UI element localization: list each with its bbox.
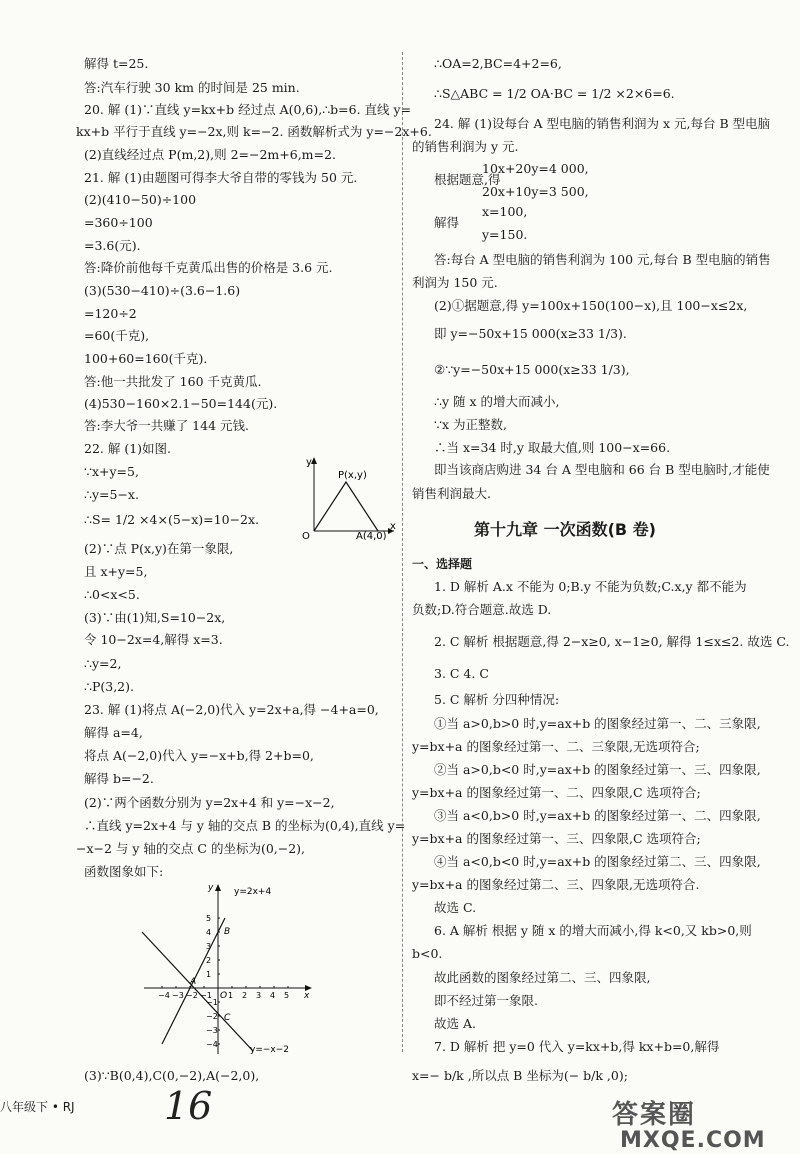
watermark-url: MXQE.COM [620,1128,766,1153]
text-line: y=150. [482,227,528,242]
text-line: ①当 a>0,b>0 时,y=ax+b 的图象经过第一、二、三象限, [434,716,761,731]
text-line: 故此函数的图象经过第二、三、四象限, [434,970,651,985]
text-line: y=bx+a 的图象经过第一、二、三象限,无选项符合; [412,739,700,754]
text-line: ∴当 x=34 时,y 取最大值,则 100−x=66. [434,440,671,455]
text-line: 解得 b=−2. [84,771,154,786]
text-line: ∴S△ABC = 1/2 OA·BC = 1/2 ×2×6=6. [434,86,675,101]
text-line: x=100, [482,204,528,219]
text-line: 解得 a=4, [84,725,143,740]
text-line: (2)直线经过点 P(m,2),则 2=−2m+6,m=2. [84,147,336,162]
text-line: (3)∵由(1)知,S=10−2x, [84,610,226,625]
text-line: 即当该商店购进 34 台 A 型电脑和 66 台 B 型电脑时,才能使 [434,462,770,477]
point-p-label: P(x,y) [338,470,367,481]
y-axis-label: y [306,457,312,468]
text-line: 22. 解 (1)如图. [84,441,172,456]
y-tick-label: 5 [206,914,212,923]
text-line: 答:他一共批发了 160 千克黄瓜. [84,374,262,389]
point-a-label: A [190,977,197,987]
origin-label: O [220,991,228,1001]
text-line: ∴S= 1/2 ×4×(5−x)=10−2x. [84,512,260,527]
x-tick-label: 1 [228,991,234,1000]
grade-label: 八年级下 • RJ [0,1100,75,1114]
text-line: 20x+10y=3 500, [482,184,589,199]
text-line: x=− b/k ,所以点 B 坐标为(− b/k ,0); [412,1068,628,1083]
text-line: 答:每台 A 型电脑的销售利润为 100 元,每台 B 型电脑的销售 [434,252,771,267]
text-line: ④当 a<0,b<0 时,y=ax+b 的图象经过第二、三、四象限, [434,854,761,869]
y-axis-label: y [208,883,214,893]
text-line: ∴OA=2,BC=4+2=6, [434,56,562,71]
watermark-text: 答案圈 [612,1100,697,1130]
text-line: 即 y=−50x+15 000(x≥33 1/3). [434,326,627,341]
text-line: y=bx+a 的图象经过第一、二、四象限,C 选项符合; [412,785,701,800]
text-line: kx+b 平行于直线 y=−2x,则 k=−2. 函数解析式为 y=−2x+6. [76,124,432,139]
y-tick-label: 3 [206,942,212,951]
y-tick-label: 1 [206,970,212,979]
x-tick-label: 2 [242,991,248,1000]
origin-label: O [302,531,310,540]
line1-label: y=2x+4 [234,887,272,897]
x-tick-label: −1 [200,991,212,1000]
y-tick-label: −4 [206,1040,218,1049]
x-tick-label: 3 [256,991,262,1000]
text-line: b<0. [412,946,443,961]
y-tick-label: 2 [206,956,212,965]
text-line: 5. C 解析 分四种情况: [434,692,560,707]
text-line: =120÷2 [84,306,137,321]
text-line: (3)∵B(0,4),C(0,−2),A(−2,0), [84,1068,260,1083]
text-line: 利润为 150 元. [412,275,498,290]
x-tick-label: 4 [270,991,276,1000]
text-line: 将点 A(−2,0)代入 y=−x+b,得 2+b=0, [84,748,314,763]
text-line: ∴0<x<5. [84,587,140,602]
text-line: ③当 a<0,b>0 时,y=ax+b 的图象经过第一、二、四象限, [434,808,761,823]
text-line: 函数图象如下: [84,864,164,879]
text-line: −x−2 与 y 轴的交点 C 的坐标为(0,−2), [76,841,306,856]
y-tick-label: −2 [206,1012,218,1021]
text-line: 根据题意,得 [434,172,501,187]
y-tick-label: 4 [206,928,212,937]
watermark-logo [612,1094,766,1153]
text-line: 销售利润最大. [412,486,491,501]
text-line: y=bx+a 的图象经过第一、三、四象限,C 选项符合; [412,831,701,846]
text-line: 故选 A. [434,1016,476,1031]
text-line: =3.6(元). [84,238,141,253]
y-tick-label: −3 [206,1026,218,1035]
y-tick-label: −1 [206,998,218,1007]
text-line: ②∵y=−50x+15 000(x≥33 1/3), [434,362,630,377]
text-line: ∴直线 y=2x+4 与 y 轴的交点 B 的坐标为(0,4),直线 y= [84,818,406,833]
text-line: 令 10−2x=4,解得 x=3. [84,632,223,647]
text-line: 故选 C. [434,900,477,915]
text-line: ∵x 为正整数, [434,417,507,432]
text-line: ∴y=2, [84,656,122,671]
text-line: ∴y=5−x. [84,487,139,502]
column-divider [402,52,403,1052]
text-line: 1. D 解析 A.x 不能为 0;B.y 不能为负数;C.x,y 都不能为 [434,579,747,594]
text-line: 10x+20y=4 000, [482,161,589,176]
x-tick-label: −2 [186,991,198,1000]
text-line: y=bx+a 的图象经过第二、三、四象限,无选项符合. [412,877,700,892]
x-axis-label: x [390,521,396,532]
text-line: 2. C 解析 根据题意,得 2−x≥0, x−1≥0, 解得 1≤x≤2. 故选 C. [434,634,790,649]
figure-triangle-graph [290,455,400,540]
x-tick-label: −4 [158,991,170,1000]
text-line: 6. A 解析 根据 y 随 x 的增大而减小,得 k<0,又 kb>0,则 [434,923,752,938]
text-line: =360÷100 [84,215,153,230]
text-line: 的销售利润为 y 元. [412,139,519,154]
text-line: 负数;D.符合题意.故选 D. [412,602,552,617]
text-line: 24. 解 (1)设每台 A 型电脑的销售利润为 x 元,每台 B 型电脑 [434,116,771,131]
text-line: ∴y 随 x 的增大而减小, [434,394,560,409]
x-axis-label: x [304,991,310,1001]
text-line: 即不经过第一象限. [434,993,538,1008]
point-b-label: B [224,927,231,937]
text-line: 解得 [434,215,460,230]
text-line: 答:汽车行驶 30 km 的时间是 25 min. [84,80,300,95]
line2-label: y=−x−2 [250,1045,290,1055]
x-tick-label: −3 [172,991,184,1000]
text-line: 答:降价前他每千克黄瓜出售的价格是 3.6 元. [84,260,333,275]
text-line: (4)530−160×2.1−50=144(元). [84,396,278,411]
text-line: ∴P(3,2). [84,679,134,694]
text-line: 100+60=160(千克). [84,351,208,366]
text-line: 21. 解 (1)由题图可得李大爷自带的零钱为 50 元. [84,170,358,185]
text-line: 20. 解 (1)∵直线 y=kx+b 经过点 A(0,6),∴b=6. 直线 y= [84,102,412,117]
text-line: 7. D 解析 把 y=0 代入 y=kx+b,得 kx+b=0,解得 [434,1039,720,1054]
text-line: (2)∵两个函数分别为 y=2x+4 和 y=−x−2, [84,795,335,810]
page-number: 16 [164,1084,213,1128]
section-title: 一、选择题 [412,557,473,571]
text-line: 答:李大爷一共赚了 144 元钱. [84,418,249,433]
point-a-label: A(4,0) [356,531,387,540]
text-line: 且 x+y=5, [84,564,148,579]
text-line: 23. 解 (1)将点 A(−2,0)代入 y=2x+a,得 −4+a=0, [84,702,379,717]
chapter-title: 第十九章 一次函数(B 卷) [474,520,656,539]
x-tick-label: 5 [284,991,290,1000]
text-line: (2)①据题意,得 y=100x+150(100−x),且 100−x≤2x, [434,298,748,313]
text-line: (2)∵点 P(x,y)在第一象限, [84,541,234,556]
text-line: (2)(410−50)÷100 [84,192,197,207]
text-line: (3)(530−410)÷(3.6−1.6) [84,283,241,298]
text-line: =60(千克), [84,328,150,343]
text-line: 3. C 4. C [434,666,489,681]
text-line: 解得 t=25. [84,56,149,71]
text-line: ∵x+y=5, [84,464,139,479]
point-c-label: C [224,1013,231,1023]
figure-linear-functions-graph [138,880,318,1060]
text-line: ②当 a>0,b<0 时,y=ax+b 的图象经过第一、三、四象限, [434,762,761,777]
